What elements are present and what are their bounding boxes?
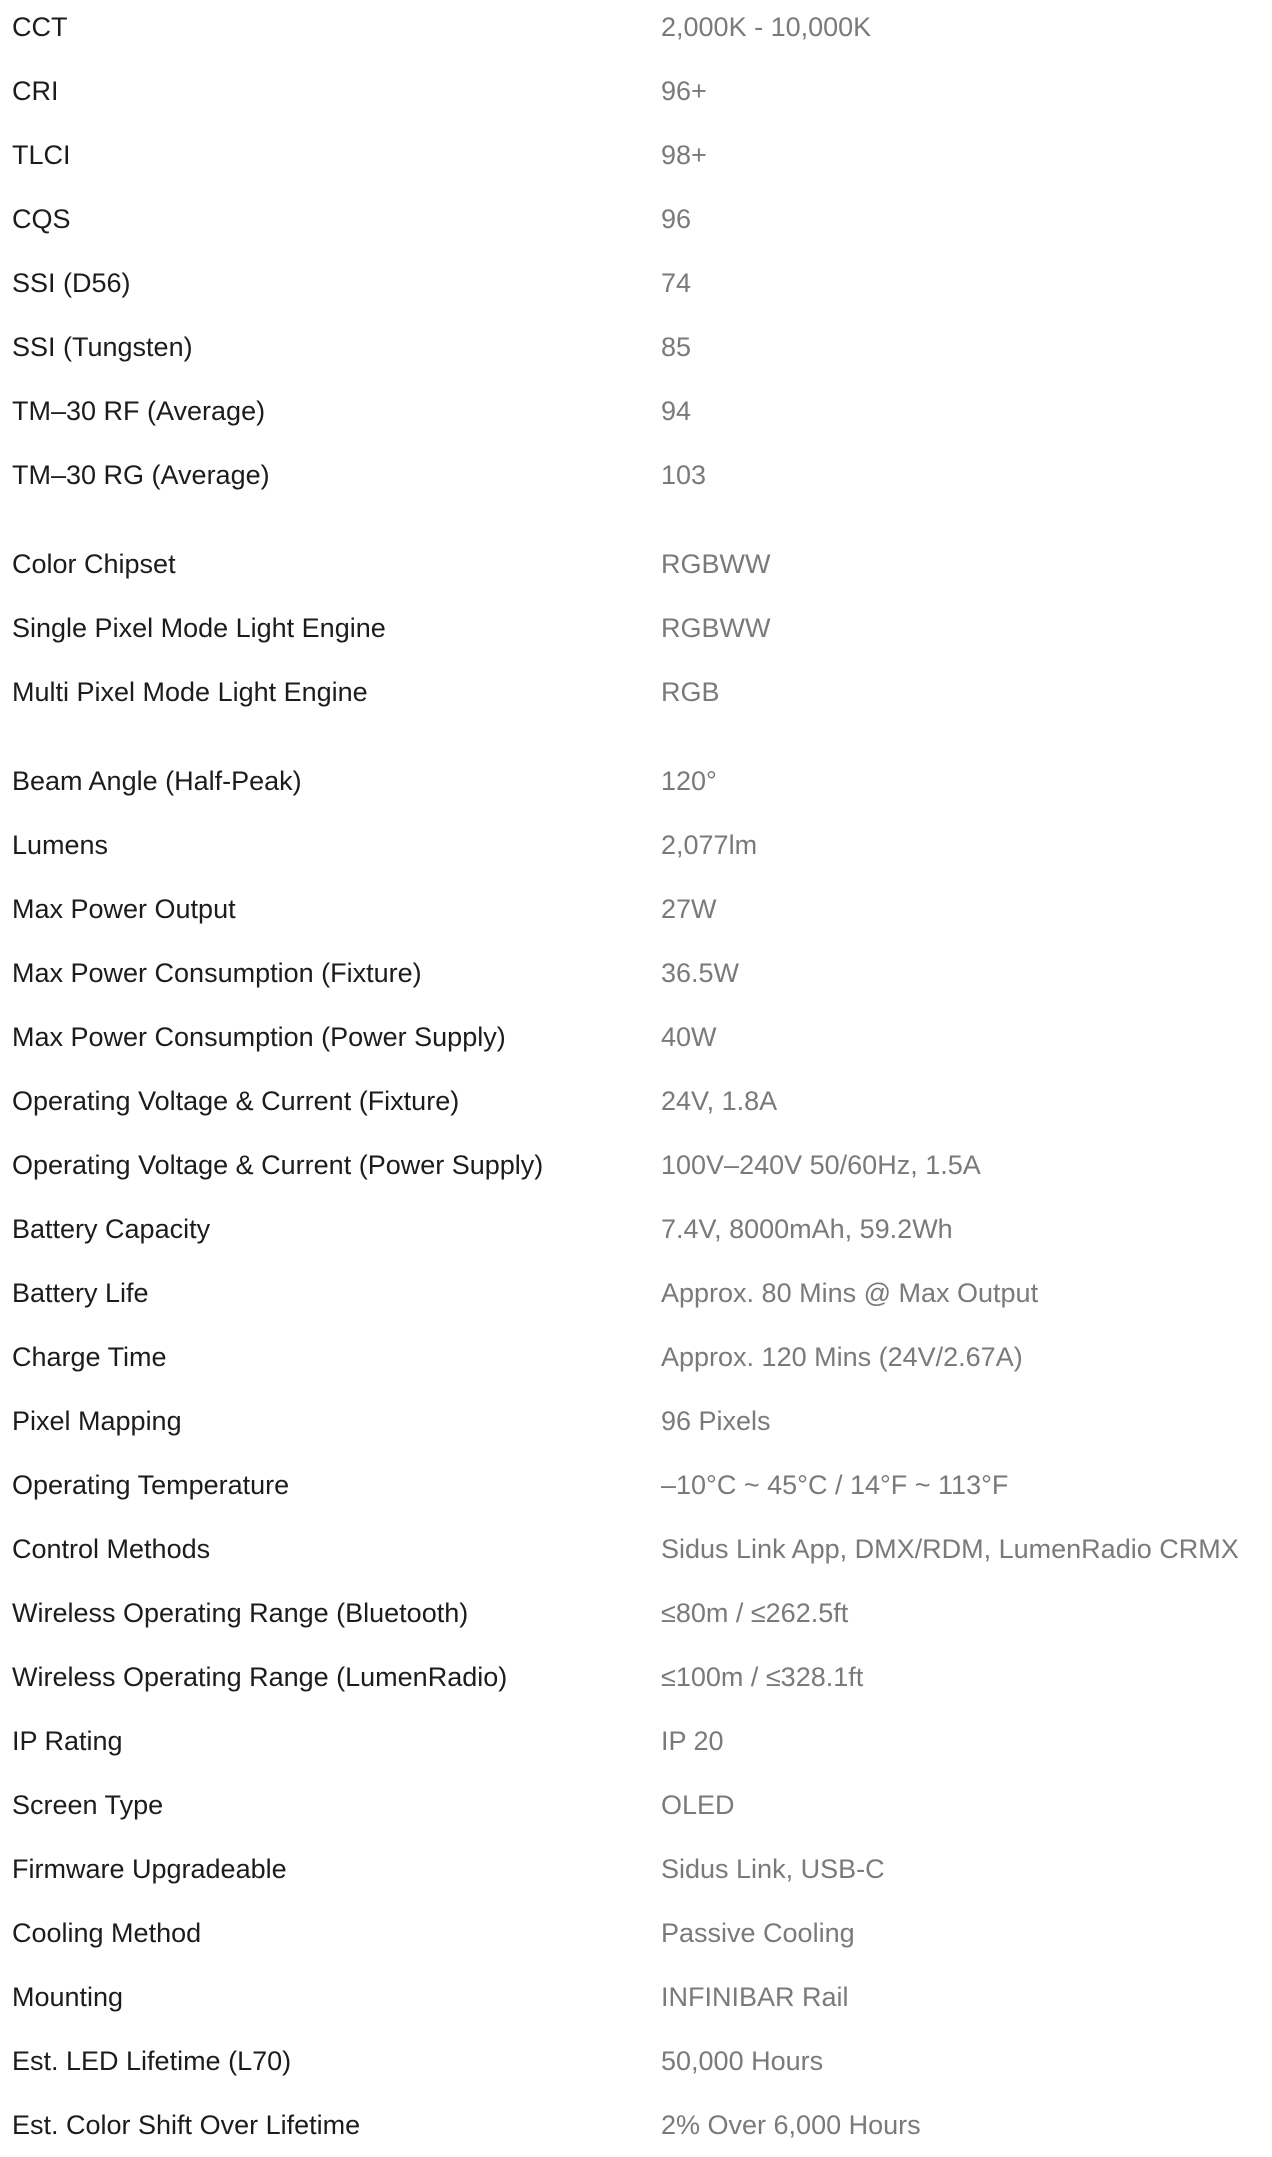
spec-row-max-consumption-fixture	[0, 941, 1272, 1005]
spec-value: 36.5W	[661, 958, 740, 988]
spec-value: 40W	[661, 1022, 717, 1052]
spec-value: 2% Over 6,000 Hours	[661, 2110, 921, 2140]
spec-label: Single Pixel Mode Light Engine	[12, 613, 386, 643]
spec-row-max-power-output	[0, 877, 1272, 941]
spec-row-cooling-method	[0, 1901, 1272, 1965]
spec-label: Wireless Operating Range (LumenRadio)	[12, 1662, 508, 1692]
spec-value: 100V–240V 50/60Hz, 1.5A	[661, 1150, 981, 1180]
spec-row-cct	[0, 0, 1272, 59]
spec-label: Operating Temperature	[12, 1470, 290, 1500]
spec-label: TM–30 RG (Average)	[12, 460, 270, 490]
spec-label: SSI (Tungsten)	[12, 332, 193, 362]
spec-value: OLED	[661, 1790, 735, 1820]
spec-label: Est. LED Lifetime (L70)	[12, 2046, 292, 2076]
spec-value: Sidus Link App, DMX/RDM, LumenRadio CRMX	[661, 1534, 1239, 1564]
spec-label: Max Power Consumption (Fixture)	[12, 958, 422, 988]
spec-label: Mounting	[12, 1982, 124, 2012]
spec-label: Multi Pixel Mode Light Engine	[12, 677, 368, 707]
spec-row-led-lifetime	[0, 2029, 1272, 2093]
spec-row-color-shift	[0, 2093, 1272, 2157]
spec-value: 103	[661, 460, 707, 490]
spec-row-firmware	[0, 1837, 1272, 1901]
spec-label: Pixel Mapping	[12, 1406, 182, 1436]
spec-label: Battery Capacity	[12, 1214, 211, 1244]
spec-label: Wireless Operating Range (Bluetooth)	[12, 1598, 469, 1628]
spec-label: Operating Voltage & Current (Fixture)	[12, 1086, 460, 1116]
spec-row-ssi-d56	[0, 251, 1272, 315]
spec-value: 7.4V, 8000mAh, 59.2Wh	[661, 1214, 953, 1244]
spec-label: Max Power Output	[12, 894, 236, 924]
spec-row-cqs	[0, 187, 1272, 251]
spec-value: Approx. 80 Mins @ Max Output	[661, 1278, 1039, 1308]
spec-row-range-lumenradio	[0, 1645, 1272, 1709]
spec-value: 96 Pixels	[661, 1406, 771, 1436]
spec-label: TM–30 RF (Average)	[12, 396, 266, 426]
spec-label: TLCI	[12, 140, 71, 170]
spec-label: Firmware Upgradeable	[12, 1854, 287, 1884]
spec-value: 50,000 Hours	[661, 2046, 824, 2076]
spec-value: 27W	[661, 894, 717, 924]
spec-label: SSI (D56)	[12, 268, 131, 298]
spec-label: IP Rating	[12, 1726, 123, 1756]
spec-value: 2,077lm	[661, 830, 758, 860]
spec-label: Control Methods	[12, 1534, 211, 1564]
spec-value: 24V, 1.8A	[661, 1086, 778, 1116]
spec-row-single-pixel-engine	[0, 596, 1272, 660]
spec-label: Battery Life	[12, 1278, 149, 1308]
spec-row-charge-time	[0, 1325, 1272, 1389]
spec-label: Operating Voltage & Current (Power Supply)	[12, 1150, 544, 1180]
spec-value: IP 20	[661, 1726, 724, 1756]
spec-value: 120°	[661, 766, 717, 796]
spec-row-screen-type	[0, 1773, 1272, 1837]
spec-value: 96+	[661, 76, 707, 106]
spec-row-battery-capacity	[0, 1197, 1272, 1261]
spec-row-cri	[0, 59, 1272, 123]
spec-label: CRI	[12, 76, 59, 106]
spec-row-voltage-fixture	[0, 1069, 1272, 1133]
spec-label: Screen Type	[12, 1790, 164, 1820]
spec-label: Est. Color Shift Over Lifetime	[12, 2110, 361, 2140]
spec-row-tm30-rg	[0, 443, 1272, 507]
spec-label: Lumens	[12, 830, 109, 860]
spec-row-voltage-psu	[0, 1133, 1272, 1197]
spec-row-beam-angle	[0, 749, 1272, 813]
spec-value: ≤100m / ≤328.1ft	[661, 1662, 864, 1692]
spec-row-mounting	[0, 1965, 1272, 2029]
spec-value: RGBWW	[661, 549, 771, 579]
spec-row-range-bluetooth	[0, 1581, 1272, 1645]
spec-row-ssi-tungsten	[0, 315, 1272, 379]
spec-value: 74	[661, 268, 692, 298]
spec-row-color-chipset	[0, 532, 1272, 596]
spec-label: CQS	[12, 204, 71, 234]
spec-label: Max Power Consumption (Power Supply)	[12, 1022, 506, 1052]
spec-value: –10°C ~ 45°C / 14°F ~ 113°F	[661, 1470, 1009, 1500]
spec-value: 98+	[661, 140, 707, 170]
spec-value: 85	[661, 332, 692, 362]
spec-value: 94	[661, 396, 692, 426]
spec-label: Beam Angle (Half-Peak)	[12, 766, 302, 796]
spec-value: Sidus Link, USB-C	[661, 1854, 885, 1884]
spec-row-pixel-mapping	[0, 1389, 1272, 1453]
spec-label: Cooling Method	[12, 1918, 202, 1948]
spec-row-control-methods	[0, 1517, 1272, 1581]
spec-value: ≤80m / ≤262.5ft	[661, 1598, 849, 1628]
spec-label: Color Chipset	[12, 549, 176, 579]
spec-value: RGB	[661, 677, 720, 707]
spec-row-ip-rating	[0, 1709, 1272, 1773]
spec-value: 2,000K - 10,000K	[661, 12, 872, 42]
spec-row-max-consumption-psu	[0, 1005, 1272, 1069]
spec-row-tm30-rf	[0, 379, 1272, 443]
spec-value: INFINIBAR Rail	[661, 1982, 849, 2012]
spec-value: RGBWW	[661, 613, 771, 643]
spec-label: CCT	[12, 12, 68, 42]
spec-row-multi-pixel-engine	[0, 660, 1272, 724]
spec-value: Approx. 120 Mins (24V/2.67A)	[661, 1342, 1023, 1372]
spec-row-tlci	[0, 123, 1272, 187]
spec-value: 96	[661, 204, 692, 234]
spec-label: Charge Time	[12, 1342, 167, 1372]
spec-value: Passive Cooling	[661, 1918, 855, 1948]
spec-row-operating-temperature	[0, 1453, 1272, 1517]
spec-row-lumens	[0, 813, 1272, 877]
spec-row-battery-life	[0, 1261, 1272, 1325]
